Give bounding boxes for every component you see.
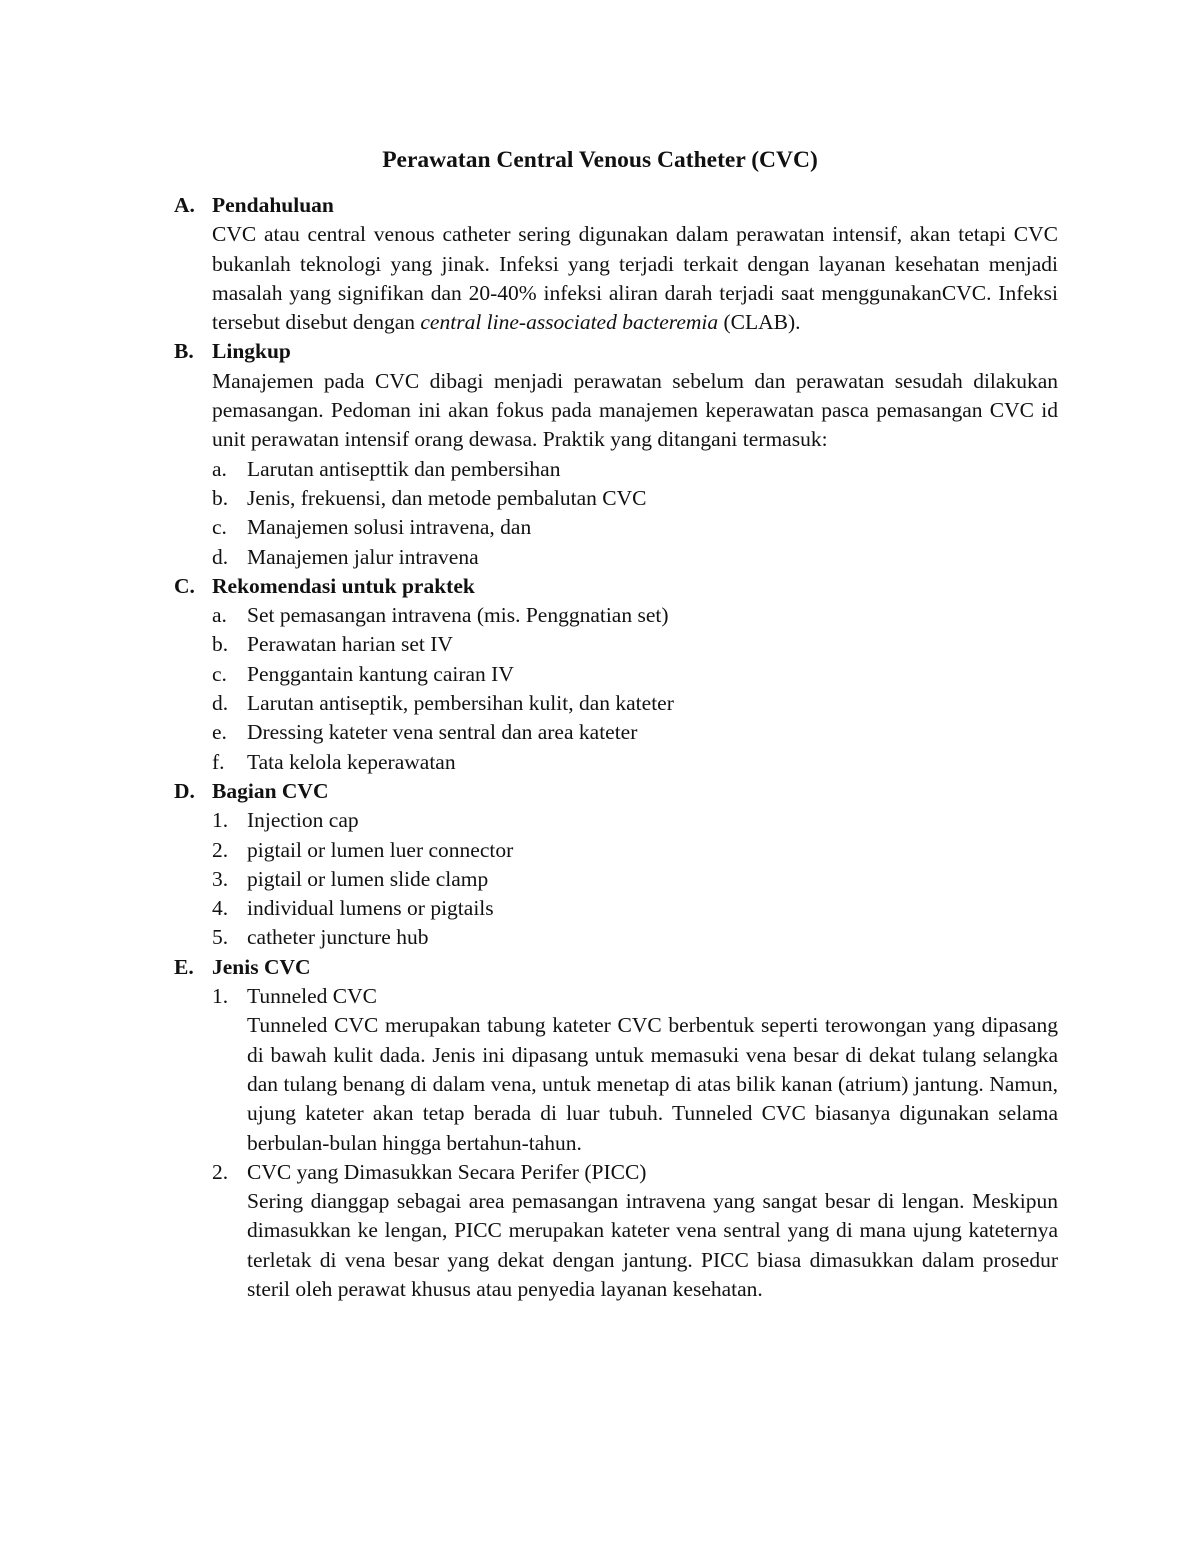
list-item-text: Injection cap: [247, 808, 359, 833]
list-marker: c.: [212, 661, 227, 686]
list-item: [212, 836, 1058, 865]
list-item-text: pigtail or lumen luer connector: [247, 837, 514, 862]
section-paragraph: [212, 220, 1058, 337]
list-marker: 2.: [212, 1159, 229, 1184]
list: [212, 455, 1058, 572]
list-item-text: Set pemasangan intravena (mis. Penggnatian set): [247, 603, 669, 628]
section-marker: A.: [174, 193, 195, 217]
section-pendahuluan: [174, 191, 1058, 337]
list-marker: a.: [212, 456, 227, 481]
list-item: [212, 660, 1058, 689]
list-item: [212, 748, 1058, 777]
list-item-text: catheter juncture hub: [247, 925, 429, 950]
list-item-text: individual lumens or pigtails: [247, 896, 494, 921]
list-item: [212, 806, 1058, 835]
section-rekomendasi: [174, 572, 1058, 777]
list-marker: a.: [212, 603, 227, 628]
section-heading: Jenis CVC: [212, 954, 311, 979]
list-marker: 1.: [212, 808, 229, 833]
list-item: [212, 543, 1058, 572]
section-paragraph: Manajemen pada CVC dibagi menjadi perawatan sebelum dan perawatan sesudah dilakukan pemasangan. Pedoman ini akan fokus pada manajemen keperawatan pasca pemasangan CVC id unit perawatan intensif orang dewasa. Praktik yang ditangani termasuk:: [212, 368, 1058, 452]
section-marker: C.: [174, 573, 195, 598]
list-marker: b.: [212, 632, 229, 657]
list-item-text: Dressing kateter vena sentral dan area kateter: [247, 720, 638, 745]
list-item: [212, 718, 1058, 747]
list-item: [212, 455, 1058, 484]
section-heading: Pendahuluan: [212, 193, 334, 217]
section-jenis-cvc: [174, 953, 1058, 1305]
list-marker: d.: [212, 544, 229, 569]
section-marker: E.: [174, 954, 194, 979]
section-marker: B.: [174, 339, 194, 364]
list-item: [212, 630, 1058, 659]
section-heading: Bagian CVC: [212, 778, 329, 803]
list-item: [212, 1158, 1058, 1304]
list-item: [212, 484, 1058, 513]
paragraph-text: (CLAB).: [718, 310, 801, 335]
list-marker: b.: [212, 485, 229, 510]
section-heading: Lingkup: [212, 339, 291, 364]
document-body: [174, 191, 1058, 1304]
list-item-description: Sering dianggap sebagai area pemasangan intravena yang sangat besar di lengan. Meskipun dimasukkan ke lengan, PICC merupakan kateter vena sentral yang di mana ujung kateternya terletak di vena besar yang dekat dengan jantung. PICC biasa dimasukkan dalam prosedur steril oleh perawat khusus atau penyedia layanan kesehatan.: [247, 1189, 1058, 1301]
list-marker: c.: [212, 515, 227, 540]
list-item: [212, 923, 1058, 952]
list-item-text: Manajemen solusi intravena, dan: [247, 515, 532, 540]
list-item: [212, 601, 1058, 630]
section-heading: Rekomendasi untuk praktek: [212, 573, 475, 598]
section-bagian-cvc: [174, 777, 1058, 953]
list-item-text: Perawatan harian set IV: [247, 632, 453, 657]
list-item: [212, 894, 1058, 923]
list-item-text: Penggantain kantung cairan IV: [247, 661, 514, 686]
list-marker: d.: [212, 691, 229, 716]
list-item-text: CVC yang Dimasukkan Secara Perifer (PICC): [247, 1159, 647, 1184]
paragraph-text: CVC atau central venous catheter sering digunakan dalam perawatan intensif, akan tetapi CVC bukanlah teknologi yang jinak. Infeksi yang terjadi terkait dengan layanan kesehatan menjadi masalah yang signifikan dan 20-40% infeksi aliran darah terjadi saat menggunakanCVC. Infeksi tersebut disebut dengan: [212, 222, 1058, 335]
list-item-text: Larutan antiseptik, pembersihan kulit, dan kateter: [247, 691, 674, 716]
list-item-text: Manajemen jalur intravena: [247, 544, 479, 569]
list-item: [212, 865, 1058, 894]
list-item: [212, 513, 1058, 542]
list-item-description: Tunneled CVC merupakan tabung kateter CVC berbentuk seperti terowongan yang dipasang di bawah kulit dada. Jenis ini dipasang untuk memasuki vena besar di dekat tulang selangka dan tulang benang di dalam vena, untuk menetap di atas bilik kanan (atrium) jantung. Namun, ujung kateter akan tetap berada di luar tubuh. Tunneled CVC biasanya digunakan selama berbulan-bulan hingga bertahun-tahun.: [247, 1013, 1058, 1155]
document-title: Perawatan Central Venous Catheter (CVC): [382, 147, 818, 173]
italic-term: central line-associated bacteremia: [420, 310, 719, 335]
list-item-text: Tunneled CVC: [247, 984, 378, 1009]
list-marker: f.: [212, 749, 225, 774]
list-marker: e.: [212, 720, 227, 745]
list: [212, 601, 1058, 777]
list: [212, 982, 1058, 1304]
list-marker: 1.: [212, 984, 229, 1009]
list-marker: 3.: [212, 866, 229, 891]
list-item-text: Larutan antisepttik dan pembersihan: [247, 456, 561, 481]
list-marker: 5.: [212, 925, 229, 950]
section-lingkup: [174, 337, 1058, 571]
list-marker: 4.: [212, 896, 229, 921]
list-item-text: Tata kelola keperawatan: [247, 749, 456, 774]
list-item: [212, 982, 1058, 1158]
section-marker: D.: [174, 778, 195, 803]
list-marker: 2.: [212, 837, 229, 862]
list-item-text: pigtail or lumen slide clamp: [247, 866, 489, 891]
list: [212, 806, 1058, 952]
list-item-text: Jenis, frekuensi, dan metode pembalutan CVC: [247, 485, 647, 510]
list-item: [212, 689, 1058, 718]
